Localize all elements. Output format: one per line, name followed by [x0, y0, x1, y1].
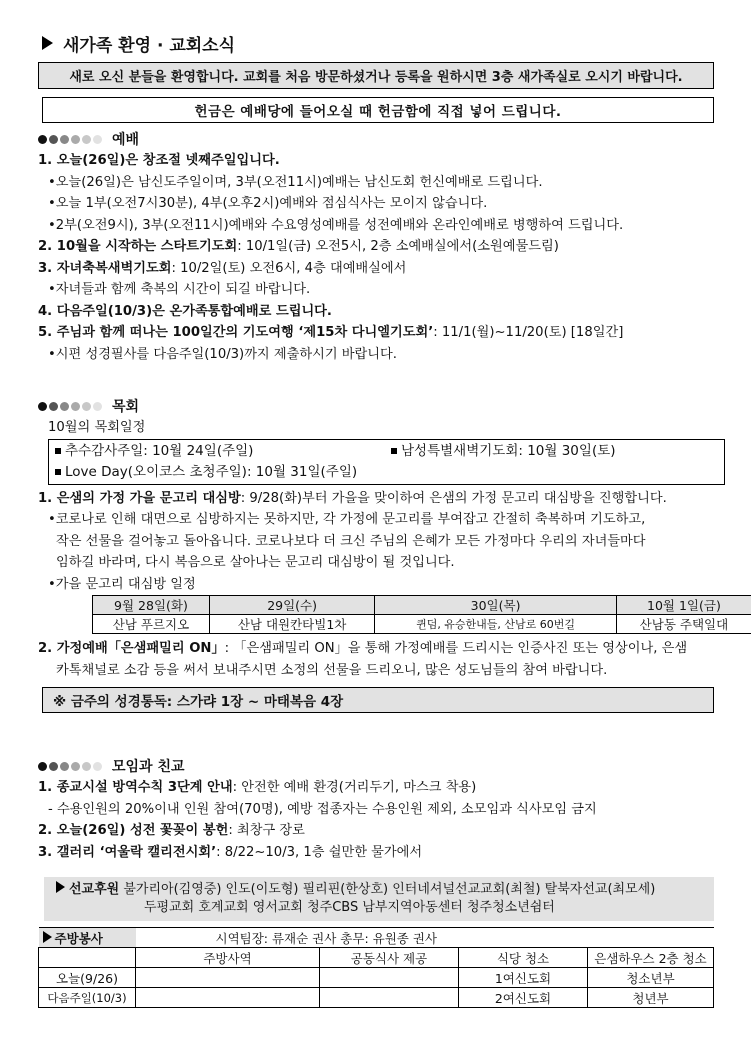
visit-schedule-table [92, 595, 751, 634]
fellowship-item-1a: - 수용인원의 20%이내 인원 참여(70명), 예방 접종자는 수용인원 제외, 소모임과 식사모임 금지 [48, 801, 597, 817]
schedule-place: 산남 대원칸타빌1차 [209, 615, 374, 634]
fellowship-item-2: 2. 오늘(26일) 성전 꽃꽂이 봉헌: 최창구 장로 [38, 823, 305, 838]
serve-day: 다음주일(10/3) [39, 988, 136, 1008]
serve-header: 공동식사 제공 [320, 948, 459, 968]
pastoral-item-1a-cont: 작은 선물을 걸어놓고 돌아옵니다. 코로나보다 더 크신 주님의 은혜가 모든 가정마다 우리의 자녀들마다 [56, 533, 646, 549]
pastoral-item-1a: •코로나로 인해 대면으로 심방하지는 못하지만, 각 가정에 문고리를 부여잡고 간절히 축복하며 기도하고, [48, 512, 646, 527]
event-men-prayer: 남성특별새벽기도회: 10월 30일(토) [391, 441, 616, 462]
pastoral-item-1a-cont2: 임하길 바라며, 다시 복음으로 살아나는 문고리 대심방이 될 것입니다. [56, 555, 455, 570]
worship-item-3: 3. 자녀축복새벽기도회: 10/2일(토) 오전6시, 4층 대예배실에서 [38, 260, 407, 276]
mission-line-2: 두평교회 호계교회 영서교회 청주CBS 남부지역아동센터 청주청소년쉼터 [144, 900, 555, 915]
offering-notice: 헌금은 예배당에 들어오실 때 헌금함에 직접 넣어 드립니다. [42, 97, 714, 123]
triangle-bullet-icon [56, 881, 65, 893]
fellowship-item-1: 1. 종교시설 방역수칙 3단계 안내: 안전한 예배 환경(거리두기, 마스크 착용) [38, 780, 477, 795]
section-pastoral-heading: 목회 [38, 395, 714, 417]
triangle-bullet-icon [43, 931, 52, 943]
welcome-banner: 새로 오신 분들을 환영합니다. 교회를 처음 방문하셨거나 등록을 원하시면 3층 새가족실로 오시기 바랍니다. [38, 62, 714, 89]
dots-icon [38, 135, 104, 144]
serve-day: 오늘(9/26) [39, 968, 136, 988]
square-bullet-icon [55, 448, 61, 454]
worship-item-1b: •오늘 1부(오전7시30분), 4부(오후2시)예배와 점심식사는 모이지 않습니다. [48, 196, 488, 211]
pastoral-item-2: 2. 가정예배「은샘패밀리 ON」: 「은샘패밀리 ON」을 통해 가정예배를 드리시는 인증사진 또는 영상이나, 은샘 [38, 641, 688, 656]
fellowship-item-3: 3. 갤러리 ‘여울락 캘리전시회’: 8/22~10/3, 1층 쉴만한 물가에서 [38, 844, 423, 860]
worship-item-4: 4. 다음주일(10/3)은 온가족통합예배로 드립니다. [38, 303, 332, 319]
event-love-day: Love Day(오이코스 초청주일): 10월 31일(주일) [55, 462, 357, 483]
schedule-date: 29일(수) [209, 596, 374, 615]
triangle-bullet-icon [42, 36, 53, 50]
serve-label: 주방봉사 [54, 930, 103, 946]
schedule-date: 10월 1일(금) [616, 596, 751, 615]
kitchen-service-table [38, 927, 714, 1008]
visit-schedule-title: •가을 문고리 대심방 일정 [48, 576, 196, 592]
mission-line-1: 불가리아(김영중) 인도(이도형) 필리핀(한상호) 인터네셔널선교교회(최철) 탈북자선교(최모세) [123, 882, 656, 897]
worship-item-1a: •오늘(26일)은 남신도주일이며, 3부(오전11시)예배는 남신도회 헌신예배로 드립니다. [48, 174, 543, 190]
section-worship-heading: 예배 [38, 128, 714, 150]
schedule-date: 30일(목) [375, 596, 617, 615]
worship-item-5a: •시편 성경필사를 다음주일(10/3)까지 제출하시기 바랍니다. [48, 346, 397, 362]
square-bullet-icon [391, 448, 397, 454]
schedule-place: 산남동 주택일대 [616, 615, 751, 634]
pastoral-item-2-cont: 카톡채널로 소감 등을 써서 보내주시면 소정의 선물을 드리오니, 많은 성도님들의 참여 바랍니다. [56, 662, 608, 678]
bulletin-page [38, 30, 729, 1008]
worship-item-1: 1. 오늘(26일)은 창조절 넷째주일입니다. [38, 153, 280, 168]
schedule-date: 9월 28일(화) [93, 596, 210, 615]
table-row: 오늘(9/26) 1여신도회 청소년부 [39, 968, 714, 988]
section-fellowship-heading: 모임과 친교 [38, 755, 714, 777]
bible-reading-banner: ※ 금주의 성경통독: 스가랴 1장 ~ 마태복음 4장 [42, 687, 714, 713]
pastoral-item-1: 1. 은샘의 가정 가을 문고리 대심방: 9/28(화)부터 가을을 맞이하여 은샘의 가정 문고리 대심방을 진행합니다. [38, 490, 667, 506]
table-row: 다음주일(10/3) 2여신도회 청년부 [39, 988, 714, 1008]
schedule-place: 산남 푸르지오 [93, 615, 210, 634]
serve-leaders: 시역팀장: 류재순 권사 총무: 유원종 권사 [136, 928, 714, 948]
serve-header: 은샘하우스 2층 청소 [588, 948, 714, 968]
serve-header: 주방사역 [136, 948, 320, 968]
month-schedule-box [48, 439, 725, 485]
square-bullet-icon [55, 469, 61, 475]
worship-item-2: 2. 10월을 시작하는 스타트기도회: 10/1일(금) 오전5시, 2층 소예배실에서(소원예물드림) [38, 239, 559, 254]
worship-item-1c: •2부(오전9시), 3부(오전11시)예배와 수요영성예배를 성전예배와 온라인예배로 병행하여 드립니다. [48, 217, 624, 233]
month-schedule-title: 10월의 목회일정 [48, 420, 146, 435]
event-thanksgiving: 추수감사주일: 10월 24일(주일) [55, 441, 391, 462]
worship-item-3a: •자녀들과 함께 축복의 시간이 되길 바랍니다. [48, 282, 311, 297]
serve-header: 식당 청소 [459, 948, 588, 968]
page-title: 새가족 환영 · 교회소식 [38, 30, 714, 56]
mission-label: 선교후원 [69, 882, 120, 897]
worship-item-5: 5. 주님과 함께 떠나는 100일간의 기도여행 ‘제15차 다니엘기도회’: 11/1(월)~11/20(토) [18일간] [38, 325, 624, 340]
dots-icon [38, 762, 104, 771]
dots-icon [38, 402, 104, 411]
schedule-place: 퀸덤, 유승한내들, 산남로 60번길 [375, 615, 617, 634]
mission-support-box [44, 877, 714, 921]
